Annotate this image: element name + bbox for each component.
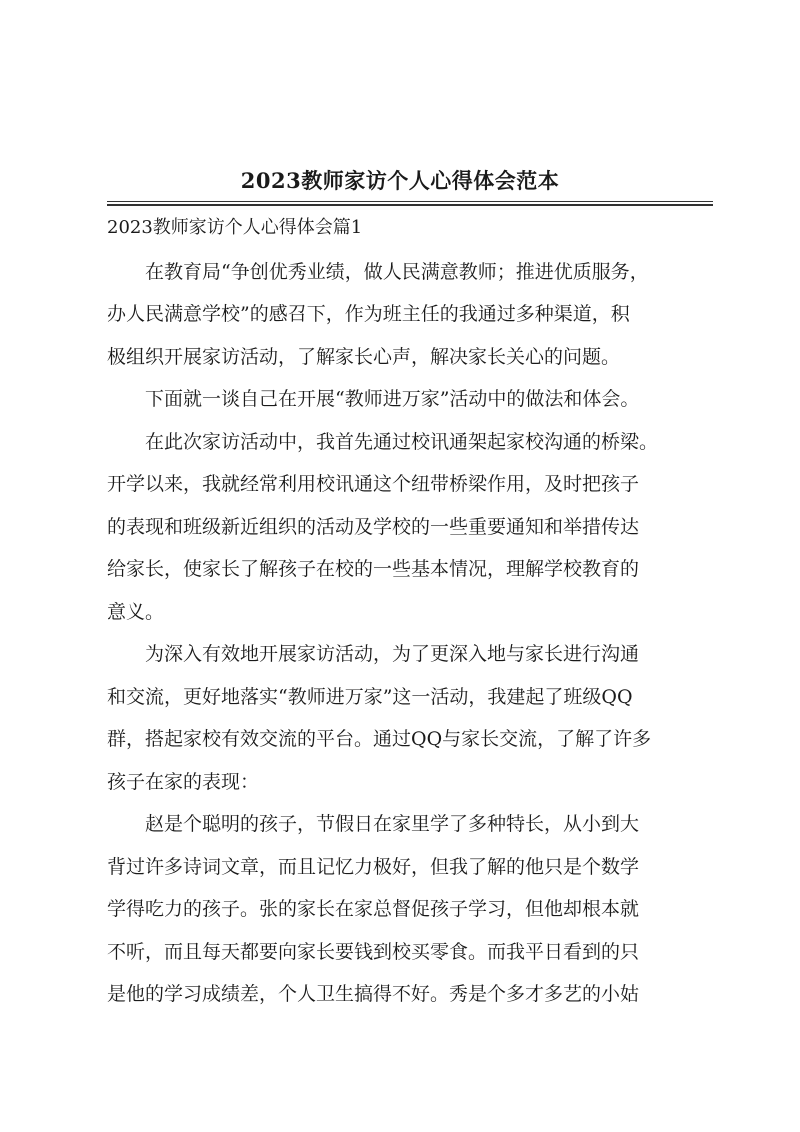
body-line-7: 的表现和班级新近组织的活动及学校的一些重要通知和举措传达 — [107, 516, 640, 538]
body-line-6: 开学以来，我就经常利用校讯通这个纽带桥梁作用，及时把孩子 — [107, 473, 640, 495]
section-heading: 2023教师家访个人心得体会篇1 — [107, 217, 363, 238]
title-underline-thin — [107, 201, 713, 202]
body-line-11: 和交流，更好地落实“教师进万家”这一活动，我建起了班级QQ — [107, 686, 633, 708]
title-underline-thick — [107, 204, 713, 206]
body-line-8: 给家长，使家长了解孩子在校的一些基本情况，理解学校教育的 — [107, 558, 640, 580]
document-title: 2023教师家访个人心得体会范本 — [240, 168, 560, 193]
body-line-13: 孩子在家的表现： — [107, 771, 260, 793]
body-line-16: 学得吃力的孩子。张的家长在家总督促孩子学习，但他却根本就 — [107, 898, 640, 920]
body-line-3: 极组织开展家访活动，了解家长心声，解决家长关心的问题。 — [107, 346, 621, 368]
body-line-10: 为深入有效地开展家访活动，为了更深入地与家长进行沟通 — [107, 643, 640, 665]
body-line-9: 意义。 — [107, 601, 165, 623]
body-line-15: 背过许多诗词文章，而且记忆力极好，但我了解的他只是个数学 — [107, 856, 640, 878]
body-line-14: 赵是个聪明的孩子，节假日在家里学了多种特长，从小到大 — [107, 813, 640, 835]
body-line-12: 群，搭起家校有效交流的平台。通过QQ与家长交流，了解了许多 — [107, 728, 652, 750]
body-line-1: 在教育局“争创优秀业绩，做人民满意教师；推进优质服务， — [107, 261, 649, 283]
body-line-5: 在此次家访活动中，我首先通过校讯通架起家校沟通的桥梁。 — [107, 431, 659, 453]
body-line-17: 不听，而且每天都要向家长要钱到校买零食。而我平日看到的只 — [107, 941, 640, 963]
body-line-18: 是他的学习成绩差，个人卫生搞得不好。秀是个多才多艺的小姑 — [107, 983, 640, 1005]
body-line-4: 下面就一谈自己在开展“教师进万家”活动中的做法和体会。 — [107, 388, 640, 410]
body-line-2: 办人民满意学校”的感召下，作为班主任的我通过多种渠道，积 — [107, 303, 630, 325]
